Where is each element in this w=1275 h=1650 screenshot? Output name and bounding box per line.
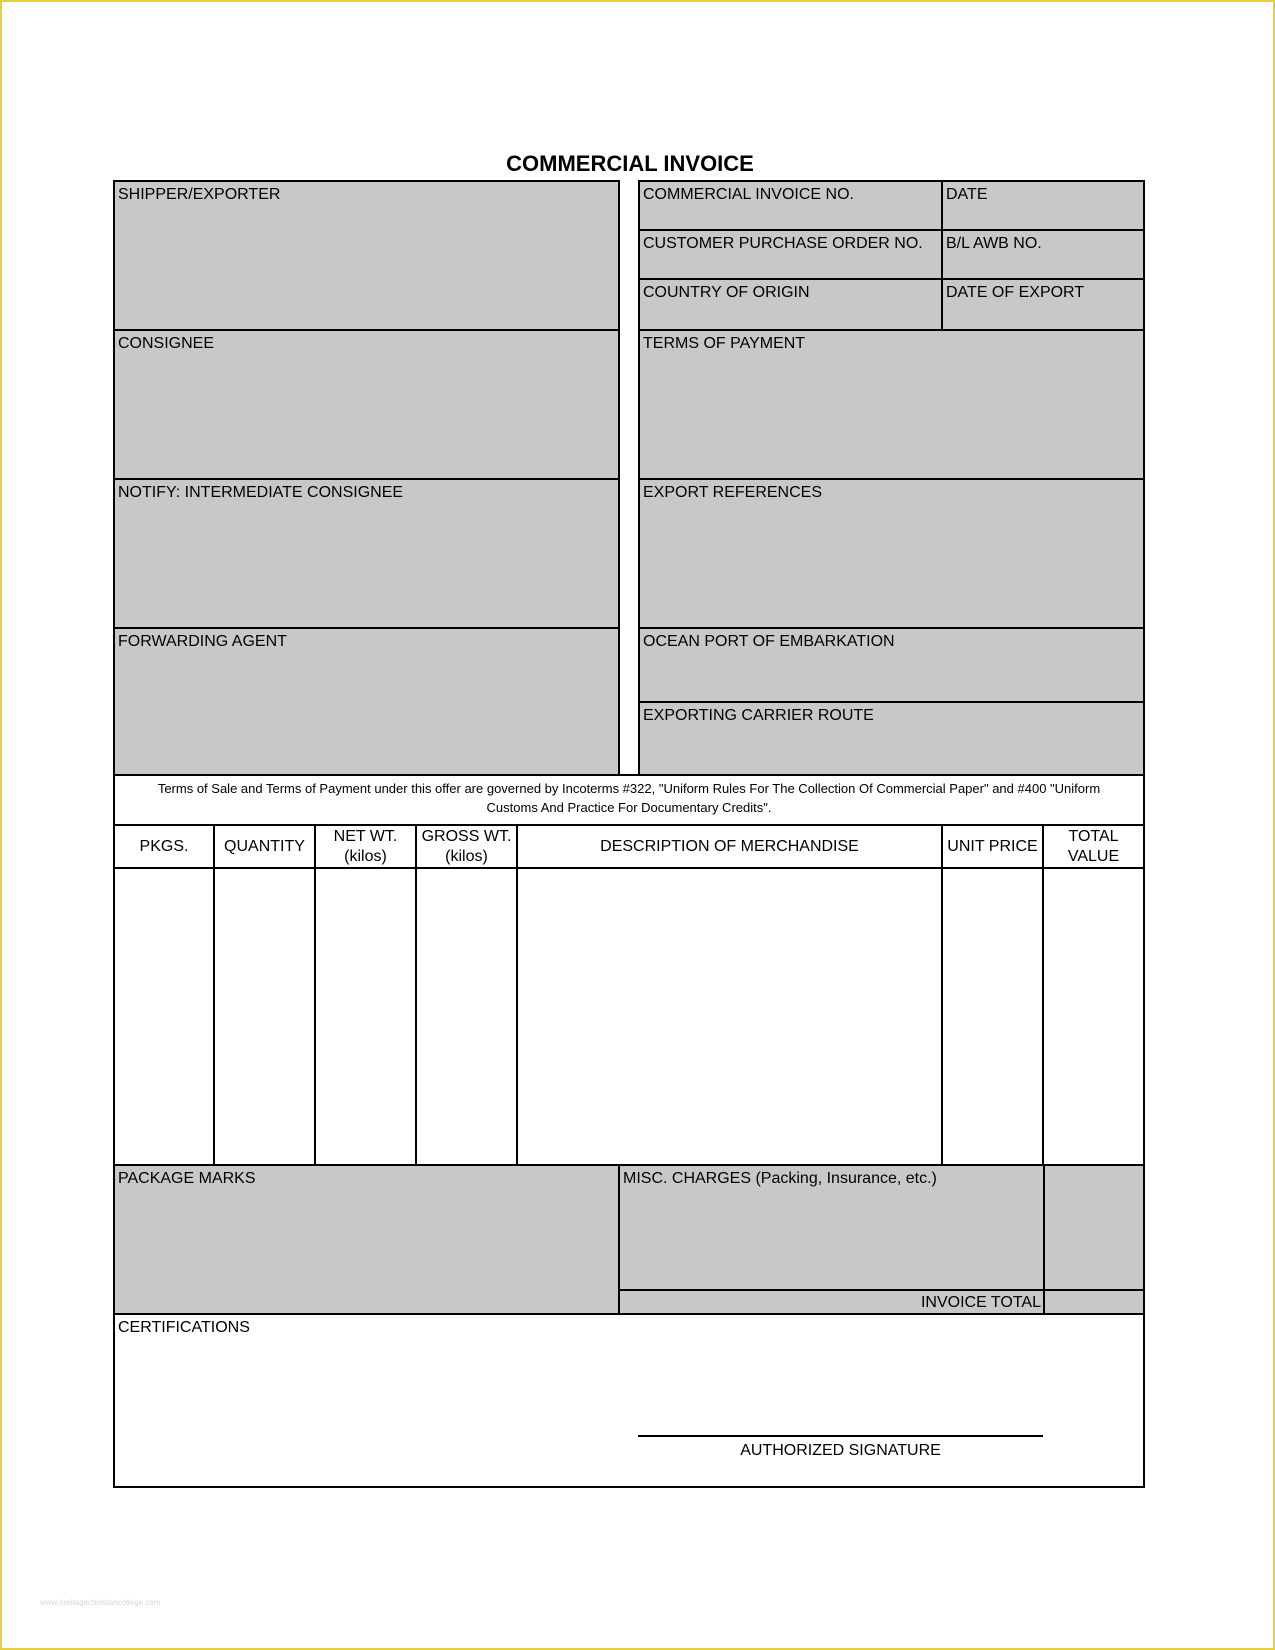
invoice-total-amount-field[interactable] <box>1043 1289 1145 1315</box>
misc-charges-field[interactable] <box>618 1164 1045 1291</box>
export-references-label: EXPORT REFERENCES <box>643 484 823 501</box>
header-pkgs <box>115 826 213 868</box>
header-quantity-text: QUANTITY <box>224 838 305 855</box>
bl-awb-no-label: B/L AWB NO. <box>946 235 1042 252</box>
header-gross-wt <box>417 826 516 868</box>
header-net-wt <box>316 826 415 868</box>
header-quantity <box>215 826 314 868</box>
country-of-origin-label: COUNTRY OF ORIGIN <box>643 284 810 301</box>
invoice-total-label-cell <box>618 1289 1045 1315</box>
package-marks-field[interactable] <box>113 1164 620 1315</box>
terms-of-payment-label: TERMS OF PAYMENT <box>643 335 806 352</box>
header-net-wt-line1: NET WT. <box>333 828 398 845</box>
forwarding-agent-label: FORWARDING AGENT <box>118 633 287 650</box>
country-of-origin-field[interactable] <box>638 278 943 331</box>
notify-label: NOTIFY: INTERMEDIATE CONSIGNEE <box>118 484 404 501</box>
terms-of-sale-note <box>114 779 1144 817</box>
export-references-field[interactable] <box>638 478 1145 629</box>
header-total-value <box>1044 826 1143 868</box>
ocean-port-field[interactable] <box>638 627 1145 703</box>
line-items-area[interactable] <box>115 869 1143 1164</box>
ocean-port-label: OCEAN PORT OF EMBARKATION <box>643 633 895 650</box>
watermark-text: www.heritagechristiancollege.com <box>40 1598 161 1607</box>
terms-of-payment-field[interactable] <box>638 329 1145 480</box>
invoice-total-label: INVOICE TOTAL <box>920 1294 1041 1311</box>
consignee-field[interactable] <box>113 329 620 480</box>
terms-note-line-2: Customs And Practice For Documentary Credits". <box>486 800 772 815</box>
commercial-invoice-no-label: COMMERCIAL INVOICE NO. <box>643 186 854 203</box>
header-pkgs-text: PKGS. <box>139 838 189 855</box>
date-of-export-label: DATE OF EXPORT <box>946 284 1085 301</box>
date-label: DATE <box>946 186 988 203</box>
shipper-exporter-field[interactable] <box>113 180 620 331</box>
customer-po-no-label: CUSTOMER PURCHASE ORDER NO. <box>643 235 923 252</box>
header-net-wt-line2: (kilos) <box>344 848 387 865</box>
package-marks-label: PACKAGE MARKS <box>118 1170 256 1187</box>
header-gross-wt-line2: (kilos) <box>445 848 488 865</box>
date-of-export-field[interactable] <box>941 278 1145 331</box>
document-title: COMMERCIAL INVOICE <box>506 151 754 176</box>
header-gross-wt-line1: GROSS WT. <box>421 828 512 845</box>
misc-charges-amount-field[interactable] <box>1043 1164 1145 1291</box>
exporting-carrier-route-label: EXPORTING CARRIER ROUTE <box>643 707 874 724</box>
header-description-text: DESCRIPTION OF MERCHANDISE <box>600 838 859 855</box>
bl-awb-no-field[interactable] <box>941 229 1145 280</box>
header-unit-price-text: UNIT PRICE <box>947 838 1038 855</box>
shipper-exporter-label: SHIPPER/EXPORTER <box>118 186 281 203</box>
consignee-label: CONSIGNEE <box>118 335 215 352</box>
misc-charges-label: MISC. CHARGES (Packing, Insurance, etc.) <box>623 1170 937 1187</box>
header-total-value-line2: VALUE <box>1067 848 1120 865</box>
header-unit-price <box>943 826 1042 868</box>
header-total-value-line1: TOTAL <box>1068 828 1119 845</box>
signature-line[interactable] <box>638 1435 1043 1437</box>
customer-po-no-field[interactable] <box>638 229 943 280</box>
authorized-signature-label: AUTHORIZED SIGNATURE <box>740 1442 941 1459</box>
exporting-carrier-route-field[interactable] <box>638 701 1145 776</box>
certifications-section <box>113 1313 1145 1488</box>
header-description <box>518 826 941 868</box>
terms-note-line-1: Terms of Sale and Terms of Payment under this offer are governed by Incoterms #322, "Uniform Rules For The Collection Of Commercial Paper" and #400 "Uniform <box>157 781 1101 796</box>
forwarding-agent-field[interactable] <box>113 627 620 776</box>
date-field[interactable] <box>941 180 1145 231</box>
notify-intermediate-consignee-field[interactable] <box>113 478 620 629</box>
commercial-invoice-no-field[interactable] <box>638 180 943 231</box>
certifications-label: CERTIFICATIONS <box>118 1319 250 1336</box>
